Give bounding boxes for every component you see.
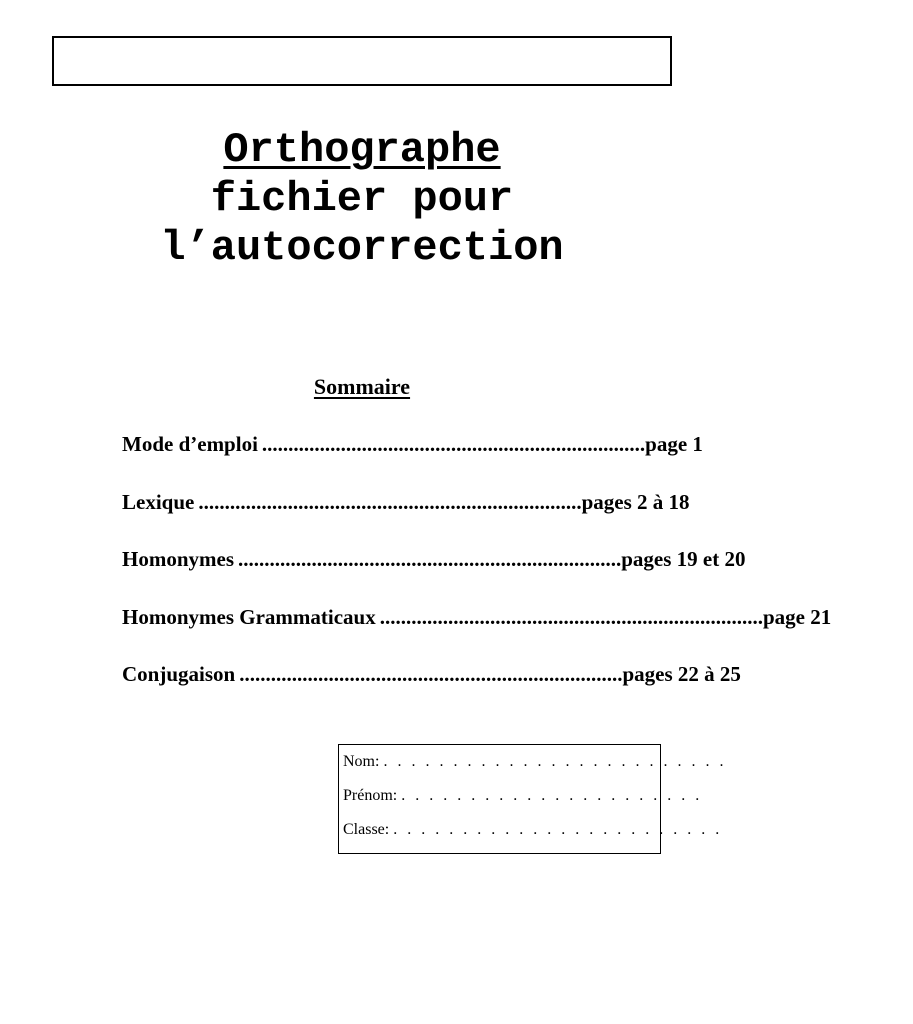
prenom-field[interactable] — [343, 783, 703, 817]
toc-item-label: Conjugaison — [122, 662, 236, 686]
toc-item-conjugaison — [122, 662, 741, 692]
toc-item-homonymes-grammaticaux — [122, 604, 832, 635]
toc-leader-dots: ......................................................................... — [238, 547, 622, 571]
toc-leader-dots: ......................................................................... — [261, 432, 646, 456]
prenom-label: Prénom: — [343, 787, 398, 804]
toc-item-label: Homonymes Grammaticaux — [122, 604, 376, 629]
nom-field[interactable] — [343, 749, 727, 783]
toc-leader-dots: ......................................................................... — [239, 662, 623, 686]
toc-leader-dots: ......................................................................... — [198, 489, 582, 514]
toc-item-page: pages 22 à 25 — [622, 662, 741, 686]
nom-dots: . . . . . . . . . . . . . . . . . . . . . . . . . — [383, 753, 727, 770]
toc-leader-dots: ......................................................................... — [379, 604, 763, 629]
toc-item-homonymes — [122, 547, 746, 577]
sommaire-heading: Sommaire — [313, 374, 411, 399]
toc-item-label: Homonymes — [122, 547, 234, 571]
document-title — [0, 126, 724, 273]
toc-item-page: page 21 — [762, 604, 832, 629]
toc-item-mode-emploi — [122, 432, 703, 462]
classe-dots: . . . . . . . . . . . . . . . . . . . . . . . . — [393, 821, 723, 838]
student-info-box — [338, 744, 727, 854]
title-line-3: l’autocorrection — [160, 224, 564, 272]
toc-item-page: pages 2 à 18 — [581, 489, 690, 514]
classe-field[interactable] — [343, 817, 723, 851]
classe-label: Classe: — [343, 821, 390, 838]
toc-item-page: page 1 — [645, 432, 703, 456]
toc-item-label: Lexique — [122, 489, 195, 514]
toc-item-label: Mode d’emploi — [122, 432, 258, 456]
header-frame — [52, 36, 672, 86]
table-of-contents — [122, 432, 832, 720]
nom-label: Nom: — [343, 753, 380, 770]
toc-item-page: pages 19 et 20 — [621, 547, 746, 571]
prenom-dots: . . . . . . . . . . . . . . . . . . . . . . — [401, 787, 703, 804]
toc-item-lexique — [122, 489, 690, 520]
title-line-2: fichier pour — [210, 175, 514, 223]
title-line-1: Orthographe — [223, 126, 501, 174]
